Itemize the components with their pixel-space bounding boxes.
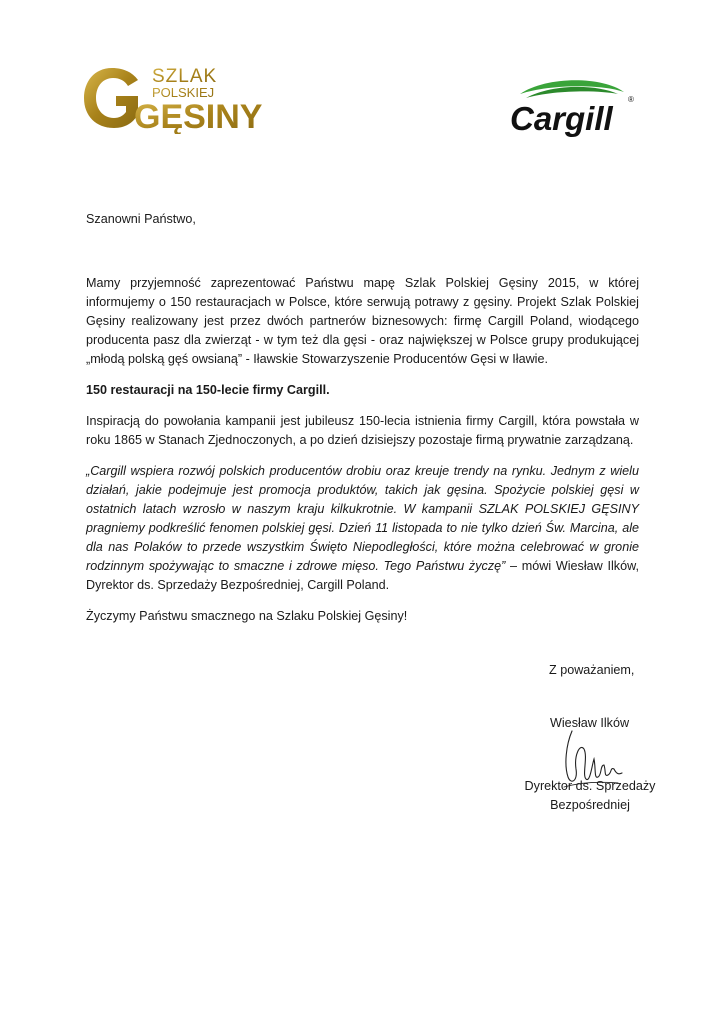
paragraph-inspiration: Inspiracją do powołania kampanii jest jubileusz 150-lecia istnienia firmy Cargill, która powstała w roku 1865 w Stanach Zjednoczonych, a po dzień dzisiejszy pozostaje firmą prywatnie zarządzaną.	[86, 414, 639, 447]
salutation: Szanowni Państwo,	[86, 212, 196, 226]
szlak-polskiej-gesiny-logo	[82, 62, 282, 134]
paragraph-quote	[86, 462, 639, 595]
cargill-registered-mark: ®	[628, 95, 634, 104]
signer-title-line2: Bezpośredniej	[550, 798, 630, 812]
logo-line1: SZLAK	[152, 66, 218, 87]
section-heading: 150 restauracji na 150-lecie firmy Cargill.	[86, 383, 330, 397]
cargill-logo	[506, 78, 638, 138]
signer-title	[520, 777, 660, 815]
paragraph-wishes: Życzymy Państwu smacznego na Szlaku Polskiej Gęsiny!	[86, 609, 408, 623]
closing-phrase: Z poważaniem,	[549, 663, 635, 677]
quote-text: „Cargill wspiera rozwój polskich producentów drobiu oraz kreuje trendy na rynku. Jednym z wielu działań, jakie podejmuje jest promocja produktów, takich jak gęsina. Spożycie polskiej gęsi w ostatnich latach wzrosło w naszym kraju kilkukrotnie. W kampanii SZLAK POLSKIEJ GĘSINY pragniemy podkreślić fenomen polskiej gęsi. Dzień 11 listopada to nie tylko dzień Św. Marcina, ale dla nas Polaków to przede wszystkim Święto Niepodległości, które można celebrować w gronie rodzinnym spożywając to smaczne i zdrowe mięso. Tego Państwu życzę”	[86, 464, 639, 573]
logo-line2: POLSKIEJ	[152, 85, 215, 100]
logo-line3: GĘSINY	[134, 98, 263, 134]
signer-name: Wiesław Ilków	[550, 716, 630, 730]
paragraph-intro: Mamy przyjemność zaprezentować Państwu mapę Szlak Polskiej Gęsiny 2015, w której informujemy o 150 restauracjach w Polsce, które serwują potrawy z gęsiny. Projekt Szlak Polskiej Gęsiny realizowany jest przez dwóch partnerów biznesowych: firmę Cargill Poland, wiodącego producenta pasz dla zwierząt - w tym też dla gęsi - oraz największej w Polsce grupy produkującej „młodą polską gęś owsianą” - Iławskie Stowarzyszenie Producentów Gęsi w Iławie.	[86, 276, 639, 366]
cargill-wordmark: Cargill	[510, 100, 613, 137]
signer-title-line1: Dyrektor ds. Sprzedaży	[524, 779, 656, 793]
letter-body	[86, 210, 639, 638]
quote-attribution: – mówi Wiesław Ilków, Dyrektor ds. Sprzedaży Bezpośredniej, Cargill Poland.	[86, 559, 639, 592]
